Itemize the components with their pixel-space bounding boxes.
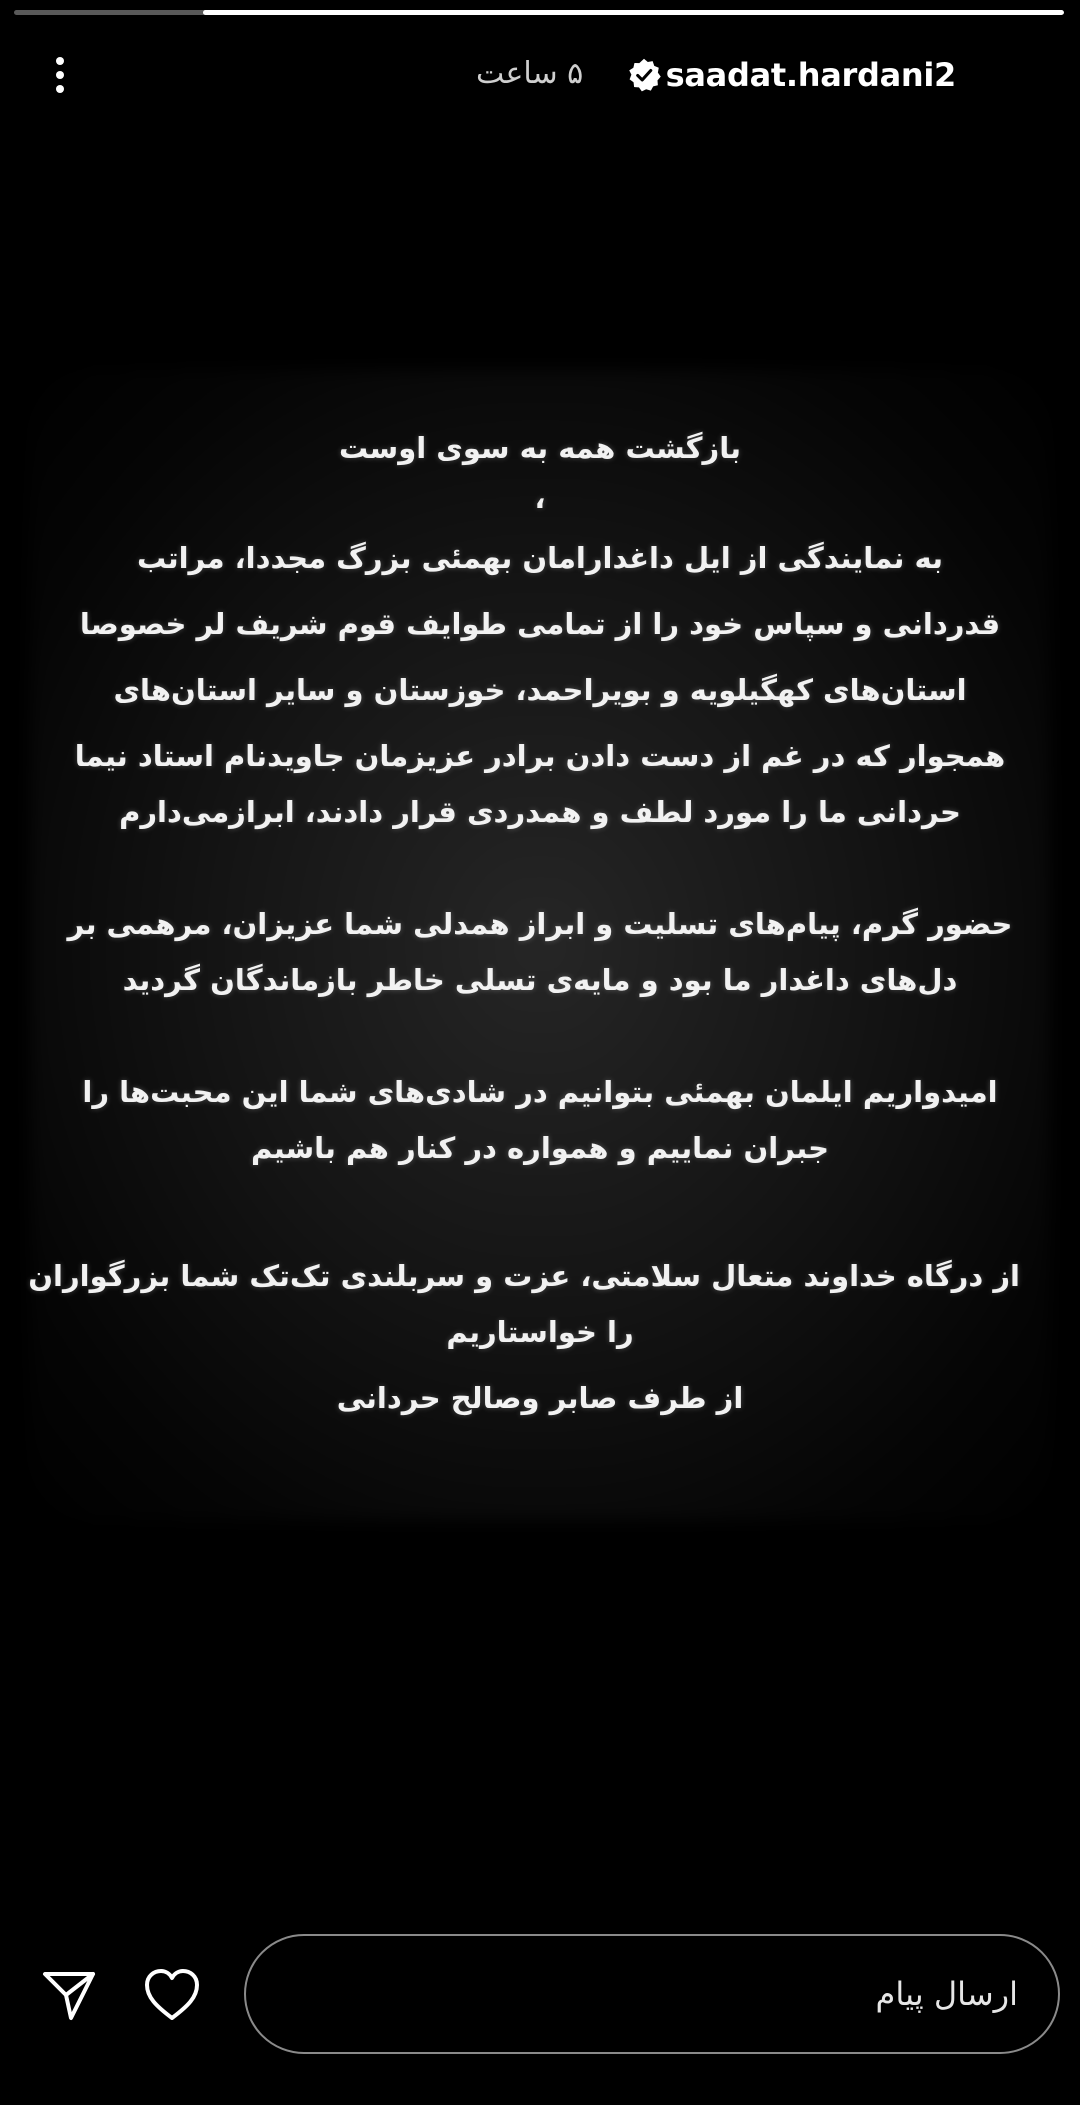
story-author[interactable] xyxy=(626,52,956,98)
more-vertical-icon-dot-2 xyxy=(56,71,64,79)
message-comma: ، xyxy=(534,481,546,515)
story-timestamp: ۵ ساعت xyxy=(476,56,584,91)
more-vertical-icon-dot-3 xyxy=(56,85,64,93)
story-reply-bar xyxy=(0,1932,1080,2056)
story-progress-bar xyxy=(14,10,1064,15)
message-line: را خواستاریم xyxy=(446,1315,634,1349)
send-icon[interactable] xyxy=(40,1966,98,2024)
message-line: استان‌های کهگیلویه و بویراحمد، خوزستان و سایر استان‌های xyxy=(113,673,967,707)
heart-icon[interactable] xyxy=(142,1966,202,2024)
message-line: به نمایندگی از ایل داغدارامان بهمئی بزرگ مجددا، مراتب xyxy=(137,541,943,575)
message-line: همجوار که در غم از دست دادن برادر عزیزمان جاویدنام استاد نیما xyxy=(74,739,1006,773)
message-title: بازگشت همه به سوی اوست xyxy=(338,431,741,465)
message-line: از درگاه خداوند متعال سلامتی، عزت و سربلندی تک‌تک شما بزرگواران xyxy=(28,1259,1020,1293)
send-message-input[interactable] xyxy=(244,1934,1060,2054)
message-line: امیدواریم ایلمان بهمئی بتوانیم در شادی‌های شما این محبت‌ها را xyxy=(82,1075,998,1109)
author-username[interactable]: saadat.hardani2 xyxy=(665,56,956,94)
message-line: دل‌های داغدار ما بود و مایه‌ی تسلی خاطر بازماندگان گردید xyxy=(122,963,958,997)
condolence-message xyxy=(28,420,1020,1426)
more-vertical-icon xyxy=(56,57,64,65)
message-line: حضور گرم، پیام‌های تسلیت و ابراز همدلی شما عزیزان، مرهمی بر xyxy=(67,907,1013,941)
story-progress-fill xyxy=(203,10,1064,15)
more-options-button[interactable] xyxy=(42,52,78,98)
message-line: جبران نماییم و همواره در کنار هم باشیم xyxy=(251,1131,829,1165)
message-line: قدردانی و سپاس خود را از تمامی طوایف قوم شریف لر خصوصا xyxy=(79,607,1001,641)
message-signature: از طرف صابر وصالح حردانی xyxy=(336,1381,744,1415)
message-line: حردانی ما را مورد لطف و همدردی قرار دادند، ابرازمی‌دارم xyxy=(119,795,961,829)
story-header xyxy=(0,50,1080,100)
verified-badge-icon xyxy=(626,57,662,93)
